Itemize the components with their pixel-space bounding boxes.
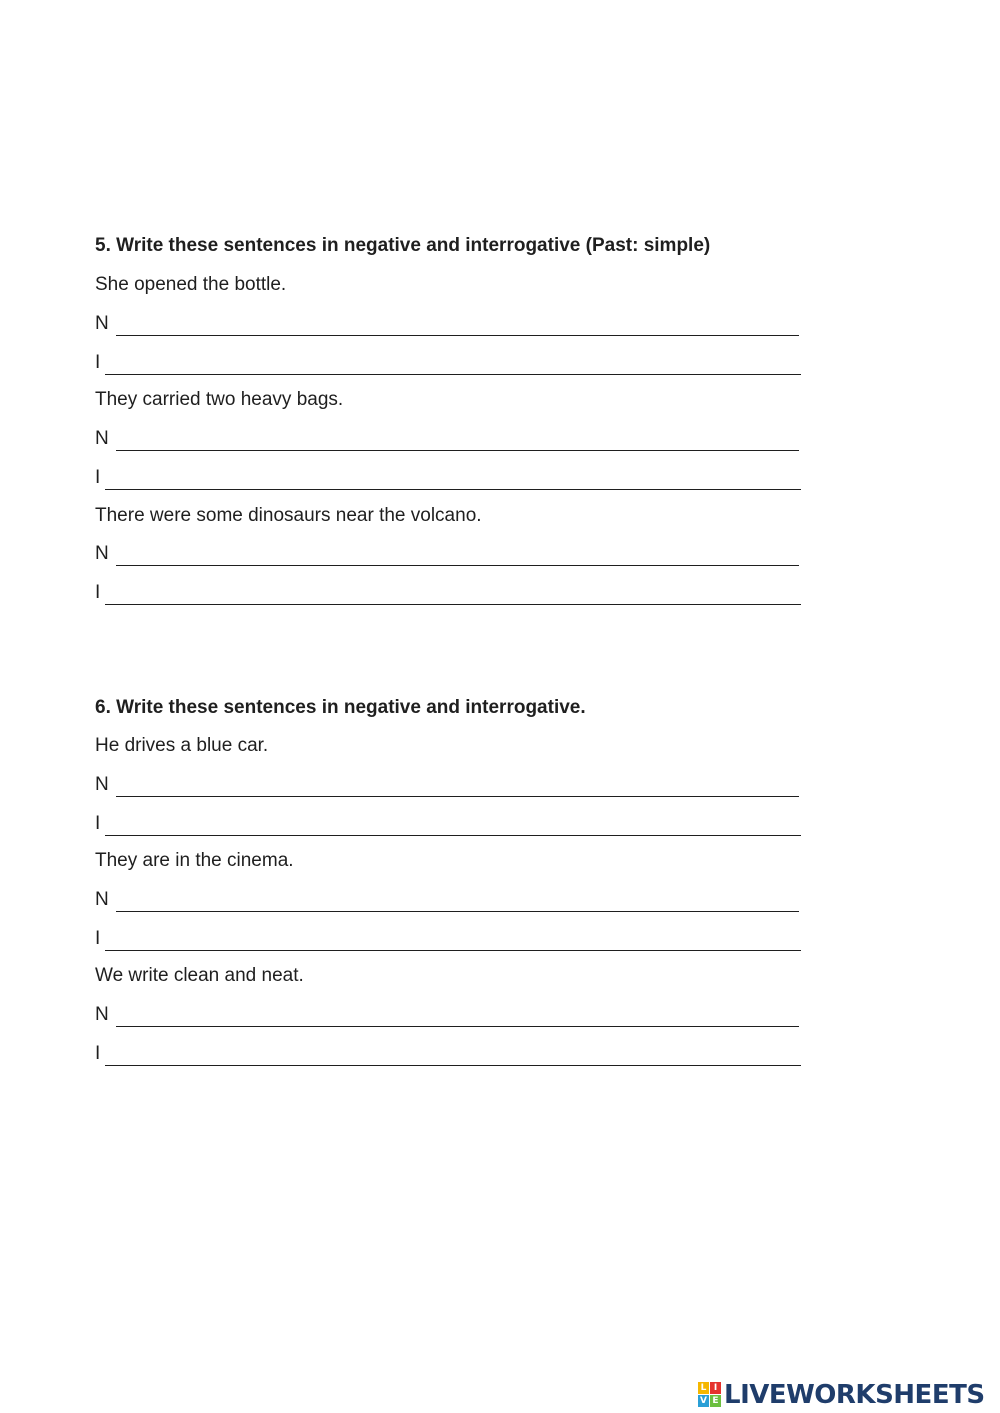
negative-label: N (95, 543, 109, 564)
exercise-5-heading: 5. Write these sentences in negative and interrogative (Past: simple) (95, 235, 711, 256)
exercise-5-negative-answer-1[interactable] (95, 312, 805, 336)
answer-line[interactable] (116, 911, 799, 912)
interrogative-label: I (95, 582, 101, 603)
exercise-5-interrogative-answer-3[interactable] (95, 581, 805, 605)
exercise-5-negative-answer-2[interactable] (95, 427, 805, 451)
answer-line[interactable] (105, 604, 801, 605)
exercise-6-interrogative-answer-1[interactable] (95, 812, 805, 836)
answer-line[interactable] (105, 1065, 801, 1066)
exercise-6-negative-answer-2[interactable] (95, 888, 805, 912)
exercise-6-heading: 6. Write these sentences in negative and interrogative. (95, 697, 586, 718)
exercise-6-negative-answer-1[interactable] (95, 773, 805, 797)
negative-label: N (95, 428, 109, 449)
interrogative-label: I (95, 813, 101, 834)
exercise-6-negative-answer-3[interactable] (95, 1003, 805, 1027)
exercise-6-sentence-1: He drives a blue car. (95, 735, 269, 756)
logo-mark-icon (698, 1382, 722, 1408)
interrogative-label: I (95, 352, 101, 373)
logo-mark-letter: V (698, 1395, 709, 1407)
negative-label: N (95, 313, 109, 334)
exercise-5-interrogative-answer-2[interactable] (95, 466, 805, 490)
interrogative-label: I (95, 1043, 101, 1064)
answer-line[interactable] (116, 335, 799, 336)
answer-line[interactable] (105, 489, 801, 490)
exercise-6-interrogative-answer-3[interactable] (95, 1042, 805, 1066)
answer-line[interactable] (105, 835, 801, 836)
answer-line[interactable] (116, 450, 799, 451)
logo-mark-letter: E (710, 1395, 721, 1407)
logo-text: LIVEWORKSHEETS (724, 1380, 985, 1410)
interrogative-label: I (95, 467, 101, 488)
exercise-5-interrogative-answer-1[interactable] (95, 351, 805, 375)
answer-line[interactable] (116, 796, 799, 797)
negative-label: N (95, 889, 109, 910)
answer-line[interactable] (105, 374, 801, 375)
liveworksheets-logo (698, 1378, 985, 1412)
answer-line[interactable] (105, 950, 801, 951)
negative-label: N (95, 1004, 109, 1025)
exercise-5-sentence-3: There were some dinosaurs near the volcano. (95, 505, 482, 526)
exercise-5-sentence-1: She opened the bottle. (95, 274, 287, 295)
exercise-5-negative-answer-3[interactable] (95, 542, 805, 566)
logo-mark-letter: I (710, 1382, 721, 1394)
exercise-6-sentence-2: They are in the cinema. (95, 850, 294, 871)
negative-label: N (95, 774, 109, 795)
answer-line[interactable] (116, 565, 799, 566)
logo-mark-letter: L (698, 1382, 709, 1394)
exercise-6-sentence-3: We write clean and neat. (95, 965, 304, 986)
exercise-5-sentence-2: They carried two heavy bags. (95, 389, 344, 410)
interrogative-label: I (95, 928, 101, 949)
answer-line[interactable] (116, 1026, 799, 1027)
exercise-6-interrogative-answer-2[interactable] (95, 927, 805, 951)
